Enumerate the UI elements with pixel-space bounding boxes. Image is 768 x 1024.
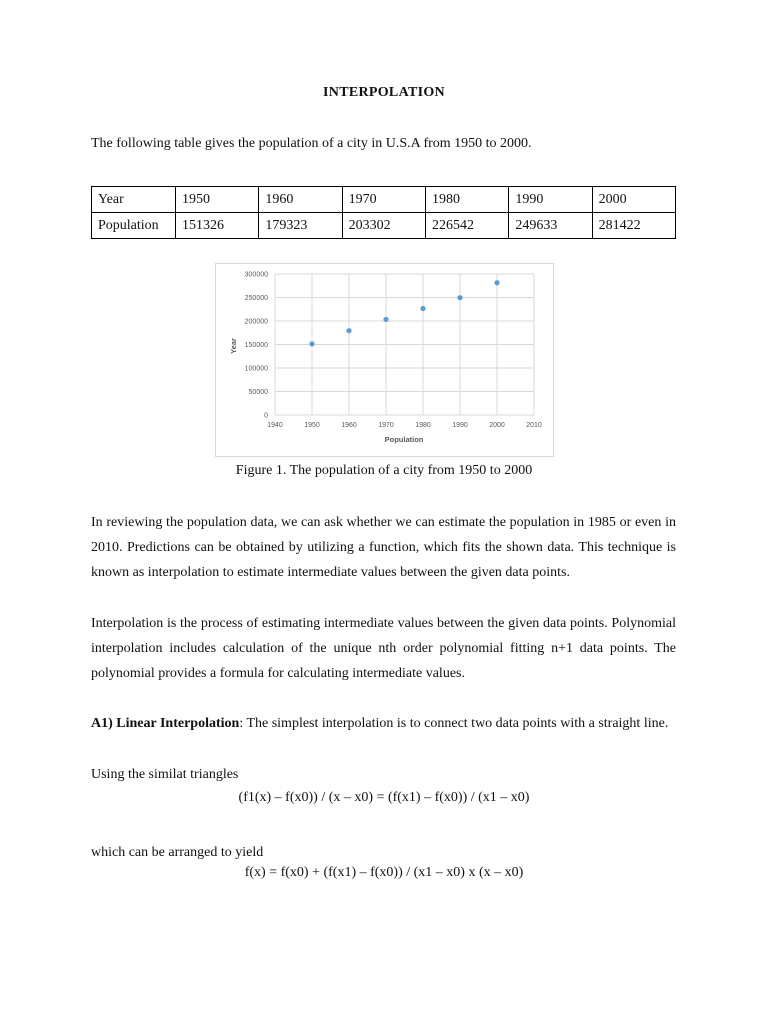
table-cell: 1960 xyxy=(259,187,342,213)
y-tick-label: 0 xyxy=(264,412,268,420)
section-heading: A1) Linear Interpolation xyxy=(91,716,240,731)
paragraph: Interpolation is the process of estimating intermediate values between the given data points. Polynomial interpolation includes calculation of the unique nth order polynomial fitting n+1 data points. The polynomial provides a formula for calculating intermediate values. xyxy=(91,616,676,682)
population-table xyxy=(91,186,676,239)
x-tick-label: 1980 xyxy=(415,422,431,429)
data-point xyxy=(420,306,425,311)
table-cell: 2000 xyxy=(592,187,675,213)
table-cell: 1990 xyxy=(509,187,592,213)
y-tick-label: 150000 xyxy=(244,342,268,349)
page-title: INTERPOLATION xyxy=(323,85,445,100)
section-a1-paragraph xyxy=(91,711,676,736)
x-axis-label: Population xyxy=(384,435,424,444)
table-cell: 226542 xyxy=(425,213,508,239)
x-tick-label: 1960 xyxy=(341,422,357,429)
y-tick-label: 250000 xyxy=(244,295,268,302)
x-tick-label: 1950 xyxy=(304,422,320,429)
data-point xyxy=(457,295,462,300)
x-tick-label: 2010 xyxy=(526,422,542,429)
table-cell: 203302 xyxy=(342,213,425,239)
table-cell: 1980 xyxy=(425,187,508,213)
formula-1: (f1(x) – f(x0)) / (x – x0) = (f(x1) – f(x0)) / (x1 – x0) xyxy=(238,790,530,805)
data-point xyxy=(309,341,314,346)
x-tick-label: 1940 xyxy=(267,422,283,429)
table-row xyxy=(92,187,676,213)
y-tick-label: 100000 xyxy=(244,365,268,373)
section-text: : The simplest interpolation is to connect two data points with a straight line. xyxy=(239,716,669,731)
table-cell: 281422 xyxy=(592,213,675,239)
table-row xyxy=(92,213,676,239)
table-cell: 249633 xyxy=(509,213,592,239)
y-tick-label: 50000 xyxy=(248,389,268,396)
table-cell: 1950 xyxy=(176,187,259,213)
table-cell: Population xyxy=(92,213,176,239)
table-cell: 151326 xyxy=(176,213,259,239)
paragraph: In reviewing the population data, we can ask whether we can estimate the population in 1985 or even in 2010. Predictions can be obtained by utilizing a function, which fits the shown data. This technique is known as interpolation to estimate intermediate values between the given data points. xyxy=(91,515,676,581)
y-tick-label: 200000 xyxy=(244,318,268,326)
data-point xyxy=(494,280,499,285)
arranged-text: which can be arranged to yield xyxy=(91,845,264,860)
x-tick-label: 1990 xyxy=(452,422,468,429)
data-point xyxy=(383,317,388,322)
x-tick-label: 2000 xyxy=(489,422,505,429)
intro-text: The following table gives the population of a city in U.S.A from 1950 to 2000. xyxy=(91,136,532,151)
formula-2: f(x) = f(x0) + (f(x1) – f(x0)) / (x1 – x0) x (x – x0) xyxy=(244,865,524,880)
y-tick-label: 300000 xyxy=(244,271,268,279)
x-tick-label: 1970 xyxy=(378,422,394,429)
y-axis-label: Year xyxy=(229,338,238,354)
figure-caption: Figure 1. The population of a city from 1950 to 2000 xyxy=(235,463,533,478)
chart-svg xyxy=(216,264,553,456)
population-chart xyxy=(215,263,554,457)
table-cell: Year xyxy=(92,187,176,213)
table-cell: 1970 xyxy=(342,187,425,213)
table-cell: 179323 xyxy=(259,213,342,239)
data-point xyxy=(346,328,351,333)
similar-triangles-text: Using the similat triangles xyxy=(91,767,239,782)
